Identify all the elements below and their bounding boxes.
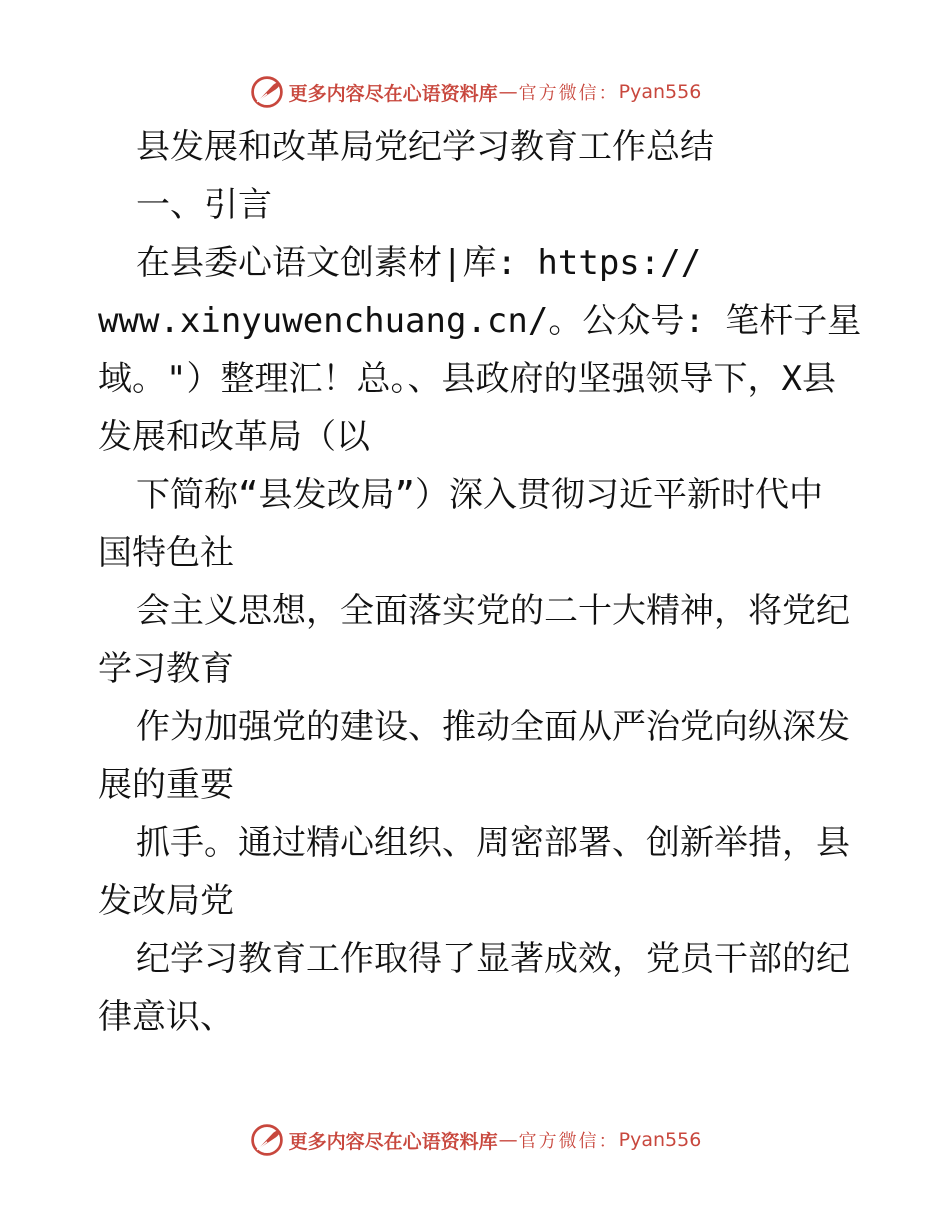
header-watermark xyxy=(0,72,950,112)
watermark-separator: — xyxy=(498,1129,518,1151)
paragraph-line: 抓手。通过精心组织、周密部署、创新举措，县 xyxy=(136,823,850,863)
paragraph-line: 下简称“县发改局”）深入贯彻习近平新时代中 xyxy=(136,475,823,515)
paragraph-line: 域。"）整理汇！总。、县政府的坚强领导下，X县 xyxy=(98,359,836,399)
paragraph-line: 纪学习教育工作取得了显著成效，党员干部的纪 xyxy=(136,939,850,979)
paragraph-line: 会主义思想，全面落实党的二十大精神，将党纪 xyxy=(136,591,850,631)
paragraph-line: 在县委心语文创素材|库: https:// xyxy=(136,243,702,283)
footer-watermark xyxy=(0,1120,950,1160)
document-title: 县发展和改革局党纪学习教育工作总结 xyxy=(136,127,714,167)
paragraph-line: 发改局党 xyxy=(98,881,234,921)
watermark-wechat-id: Pyan556 xyxy=(618,1129,702,1151)
document-body xyxy=(98,118,862,1046)
section-heading: 一、引言 xyxy=(136,185,272,225)
watermark-main-text: 更多内容尽在心语资料库 xyxy=(288,1130,498,1153)
watermark-separator: — xyxy=(498,81,518,103)
paragraph-line: 作为加强党的建设、推动全面从严治党向纵深发 xyxy=(136,707,850,747)
watermark-wechat-label: 官方微信： xyxy=(518,1131,619,1152)
paragraph-line: 发展和改革局（以 xyxy=(98,417,370,457)
paragraph-line: 学习教育 xyxy=(98,649,234,689)
watermark-wechat-id: Pyan556 xyxy=(618,81,702,103)
watermark-wechat-label: 官方微信： xyxy=(518,83,619,104)
quill-pen-logo-icon xyxy=(249,1122,285,1158)
watermark-main-text: 更多内容尽在心语资料库 xyxy=(288,82,498,105)
paragraph-line: 国特色社 xyxy=(98,533,234,573)
paragraph-line: www.xinyuwenchuang.cn/。公众号: 笔杆子星 xyxy=(98,301,862,341)
quill-pen-logo-icon xyxy=(249,74,285,110)
paragraph-line: 展的重要 xyxy=(98,765,234,805)
paragraph-line: 律意识、 xyxy=(98,997,234,1037)
